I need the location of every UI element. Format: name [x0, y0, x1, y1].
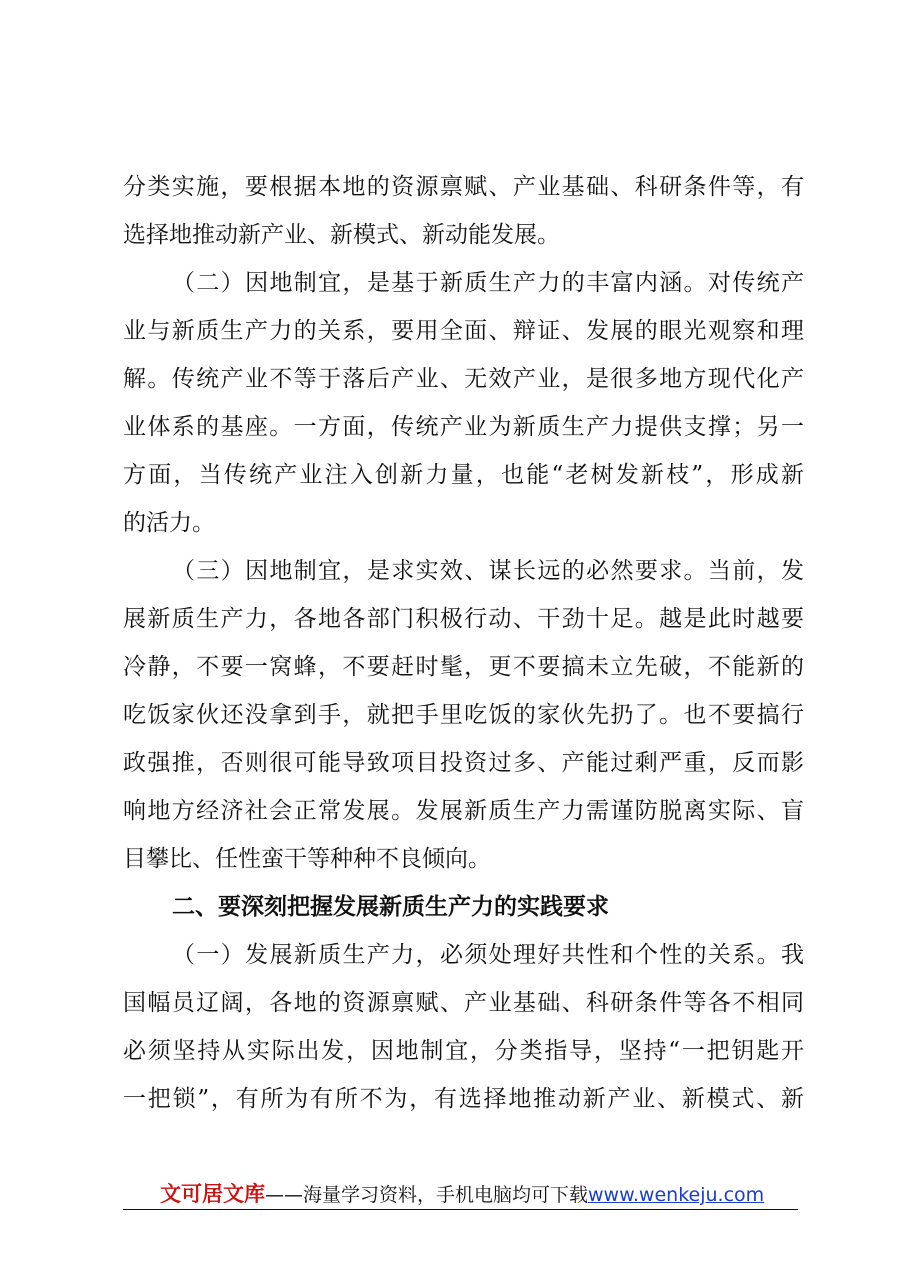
- body-text-line: 解。传统产业不等于落后产业、无效产业，是很多地方现代化产: [123, 366, 804, 392]
- body-text-line: 吃饭家伙还没拿到手，就把手里吃饭的家伙先扔了。也不要搞行: [123, 702, 804, 728]
- body-text-line: 响地方经济社会正常发展。发展新质生产力需谨防脱离实际、盲: [123, 798, 804, 824]
- body-text-line: 选择地推动新产业、新模式、新动能发展。: [123, 222, 560, 248]
- body-text-line: 国幅员辽阔，各地的资源禀赋、产业基础、科研条件等各不相同: [123, 990, 804, 1016]
- paragraph-first-line: （一）发展新质生产力，必须处理好共性和个性的关系。我: [172, 942, 804, 968]
- section-heading: 二、要深刻把握发展新质生产力的实践要求: [172, 894, 609, 920]
- body-text-line: 业与新质生产力的关系，要用全面、辩证、发展的眼光观察和理: [123, 318, 804, 344]
- paragraph-first-line: （二）因地制宜，是基于新质生产力的丰富内涵。对传统产: [172, 270, 804, 296]
- body-text-line: 政强推，否则很可能导致项目投资过多、产能过剩严重，反而影: [123, 750, 804, 776]
- page-footer: [160, 1180, 780, 1209]
- body-text-line: 必须坚持从实际出发，因地制宜，分类指导，坚持“一把钥匙开: [123, 1038, 804, 1064]
- body-text-line: 一把锁”，有所为有所不为，有选择地推动新产业、新模式、新: [123, 1086, 804, 1112]
- footer-url-link[interactable]: www.wenkeju.com: [588, 1184, 765, 1206]
- body-text-line: 业体系的基座。一方面，传统产业为新质生产力提供支撑；另一: [123, 414, 804, 440]
- body-text-line: 目攀比、任性蛮干等种种不良倾向。: [123, 846, 491, 872]
- body-text-line: 分类实施，要根据本地的资源禀赋、产业基础、科研条件等，有: [123, 174, 804, 200]
- footer-brand: 文可居文库: [160, 1182, 265, 1206]
- footer-divider: [123, 1209, 798, 1210]
- body-text-line: 的活力。: [123, 510, 215, 536]
- footer-tagline: ——海量学习资料，手机电脑均可下载: [265, 1184, 589, 1206]
- body-text-line: 方面，当传统产业注入创新力量，也能“老树发新枝”，形成新: [123, 462, 804, 488]
- body-text-line: 冷静，不要一窝蜂，不要赶时髦，更不要搞未立先破，不能新的: [123, 654, 804, 680]
- paragraph-first-line: （三）因地制宜，是求实效、谋长远的必然要求。当前，发: [172, 558, 804, 584]
- body-text-line: 展新质生产力，各地各部门积极行动、干劲十足。越是此时越要: [123, 606, 804, 632]
